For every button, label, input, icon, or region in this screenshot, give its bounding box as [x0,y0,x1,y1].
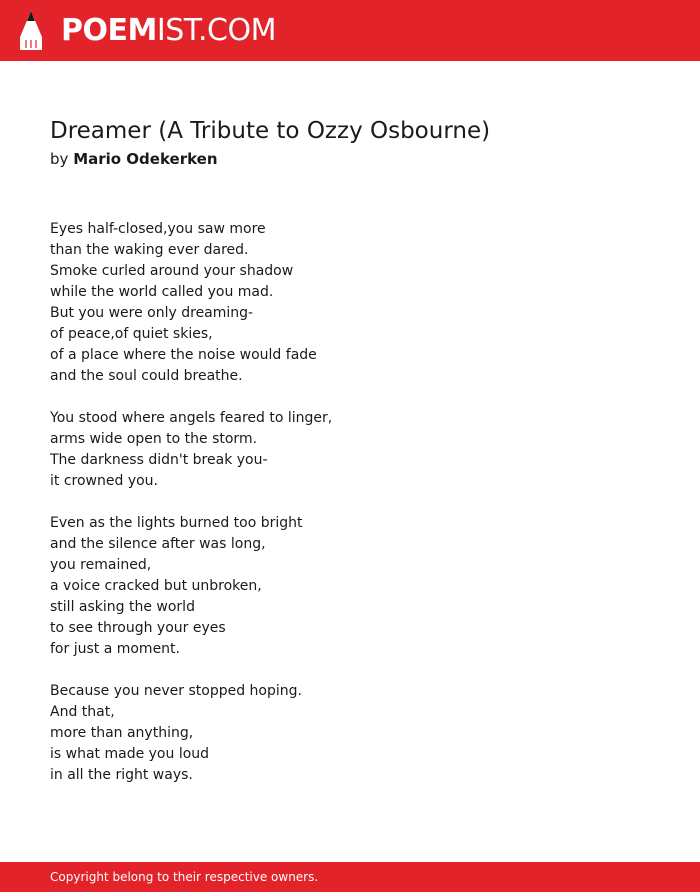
poem-line: more than anything, [50,725,194,741]
copyright-notice: Copyright belong to their respective owners. [50,870,319,884]
poem-line: of a place where the noise would fade [50,347,317,363]
poem-title: Dreamer (A Tribute to Ozzy Osbourne) [50,118,491,144]
poem-line: of peace,of quiet skies, [50,326,213,342]
poem-line: while the world called you mad. [50,284,274,300]
site-header [0,0,700,61]
stanza [50,408,650,492]
poem-line: Eyes half-closed,you saw more [50,221,266,237]
poem-line: You stood where angels feared to linger, [50,410,333,426]
stanza [50,513,650,660]
site-footer [0,862,700,892]
logo-light-text: IST.COM [156,13,276,48]
poem-line: Even as the lights burned too bright [50,515,303,531]
site-logo[interactable] [61,13,276,49]
poem-line: Smoke curled around your shadow [50,263,294,279]
pencil-tip-icon[interactable] [18,10,44,52]
poem-line: you remained, [50,557,152,573]
byline-prefix: by [50,150,69,168]
poem-line: The darkness didn't break you- [50,452,268,468]
poem-line: is what made you loud [50,746,210,762]
poem-line: in all the right ways. [50,767,193,783]
poem-byline [50,148,218,170]
logo-bold-text: POEM [61,13,157,48]
stanza [50,681,650,786]
poem-line: But you were only dreaming- [50,305,254,321]
stanza [50,219,650,387]
poem-line: than the waking ever dared. [50,242,249,258]
poem-body [50,219,650,807]
poem-line: a voice cracked but unbroken, [50,578,262,594]
poem-line: still asking the world [50,599,195,615]
poem-line: it crowned you. [50,473,158,489]
poem-line: for just a moment. [50,641,180,657]
poem-line: to see through your eyes [50,620,226,636]
poem-line: Because you never stopped hoping. [50,683,302,699]
poem-author: Mario Odekerken [73,150,218,168]
poem-line: And that, [50,704,115,720]
poem-line: and the soul could breathe. [50,368,243,384]
poem-line: and the silence after was long, [50,536,266,552]
poem-line: arms wide open to the storm. [50,431,258,447]
